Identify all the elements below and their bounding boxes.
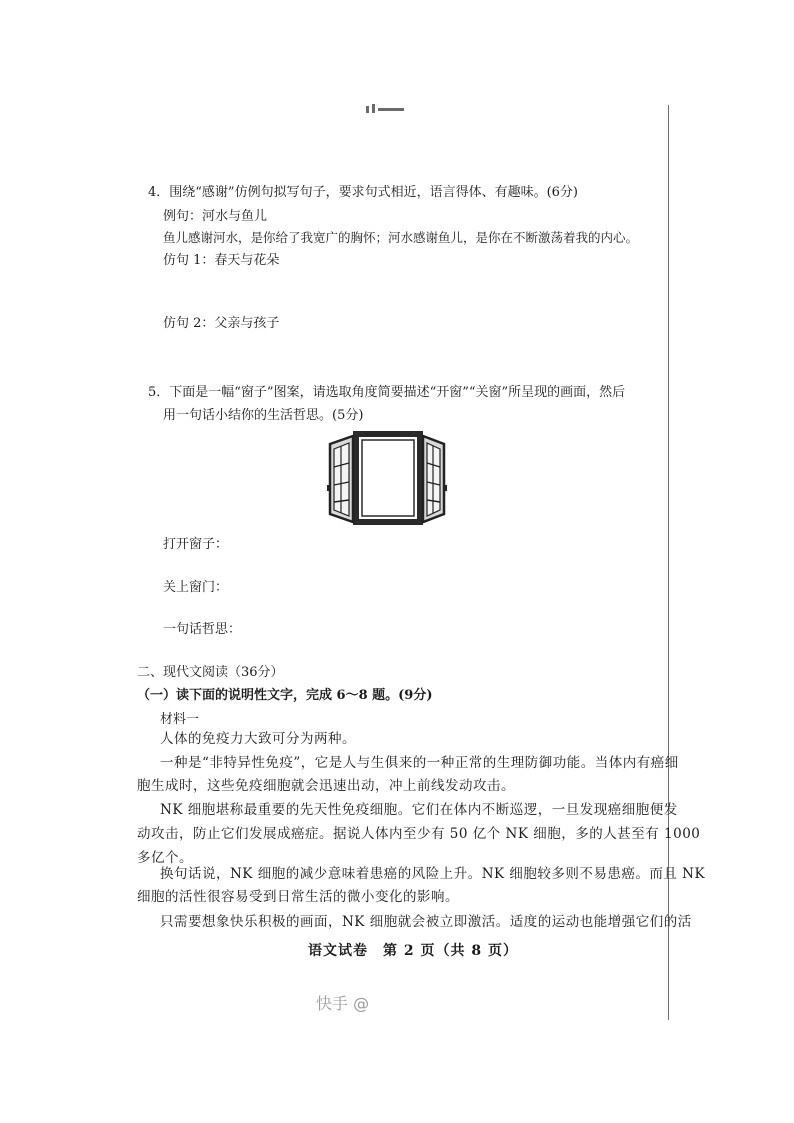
watermark: 快手 @ <box>316 994 370 1013</box>
q5-philosophy-label: 一句话哲思： <box>163 622 242 637</box>
paragraph-line: 人体的免疫力大致可分为两种。 <box>160 731 356 747</box>
paragraph-line: 动攻击，防止它们发展成癌症。据说人体内至少有 50 亿个 NK 细胞，多的人甚至有 1000 <box>137 826 701 842</box>
paragraph-line: 一种是“非特异性免疫”，它是人与生俱来的一种正常的生理防御功能。当体内有癌细 <box>160 755 679 771</box>
section-2-subtitle: （一）读下面的说明性文字，完成 6～8 题。(9分) <box>137 688 433 703</box>
q5-prompt-line-2: 用一句话小结你的生活哲思。(5分) <box>163 408 364 423</box>
q5-close-label: 关上窗门： <box>163 580 229 595</box>
q4-example-sentence: 鱼儿感谢河水，是你给了我宽广的胸怀；河水感谢鱼儿，是你在不断激荡着我的内心。 <box>163 230 639 245</box>
open-window-icon <box>326 430 448 526</box>
material-label: 材料一 <box>160 712 200 727</box>
paragraph-line: 换句话说，NK 细胞的减少意味着患癌的风险上升。NK 细胞较多则不易患癌。而且 NK <box>160 866 706 882</box>
paragraph-line: 细胞的活性很容易受到日常生活的微小变化的影响。 <box>137 889 459 905</box>
paragraph-line: 胞生成时，这些免疫细胞就会迅速出动，冲上前线发动攻击。 <box>137 778 515 794</box>
paragraph-line: NK 细胞堪称最重要的先天性免疫细胞。它们在体内不断巡逻，一旦发现癌细胞便发 <box>160 802 678 818</box>
q4-example-label: 例句：河水与鱼儿 <box>163 209 268 224</box>
scan-mark-top <box>366 104 404 114</box>
q4-prompt: 4．围绕“感谢”仿例句拟写句子，要求句式相近，语言得体、有趣味。(6分) <box>148 185 578 200</box>
section-2-title: 二、现代文阅读（36分） <box>137 665 284 680</box>
q4-imitation-1: 仿句 1：春天与花朵 <box>163 253 280 268</box>
page-footer: 语文试卷 第 2 页（共 8 页） <box>308 943 518 959</box>
q5-open-label: 打开窗子： <box>163 537 229 552</box>
paragraph-line: 多亿个。 <box>137 850 193 866</box>
q4-imitation-2: 仿句 2：父亲与孩子 <box>163 316 280 331</box>
paragraph-line: 只需要想象快乐积极的画面，NK 细胞就会被立即激活。适度的运动也能增强它们的活 <box>160 914 692 930</box>
q5-prompt-line-1: 5．下面是一幅“窗子”图案，请选取角度简要描述“开窗”“关窗”所呈现的画面，然后 <box>148 385 626 400</box>
